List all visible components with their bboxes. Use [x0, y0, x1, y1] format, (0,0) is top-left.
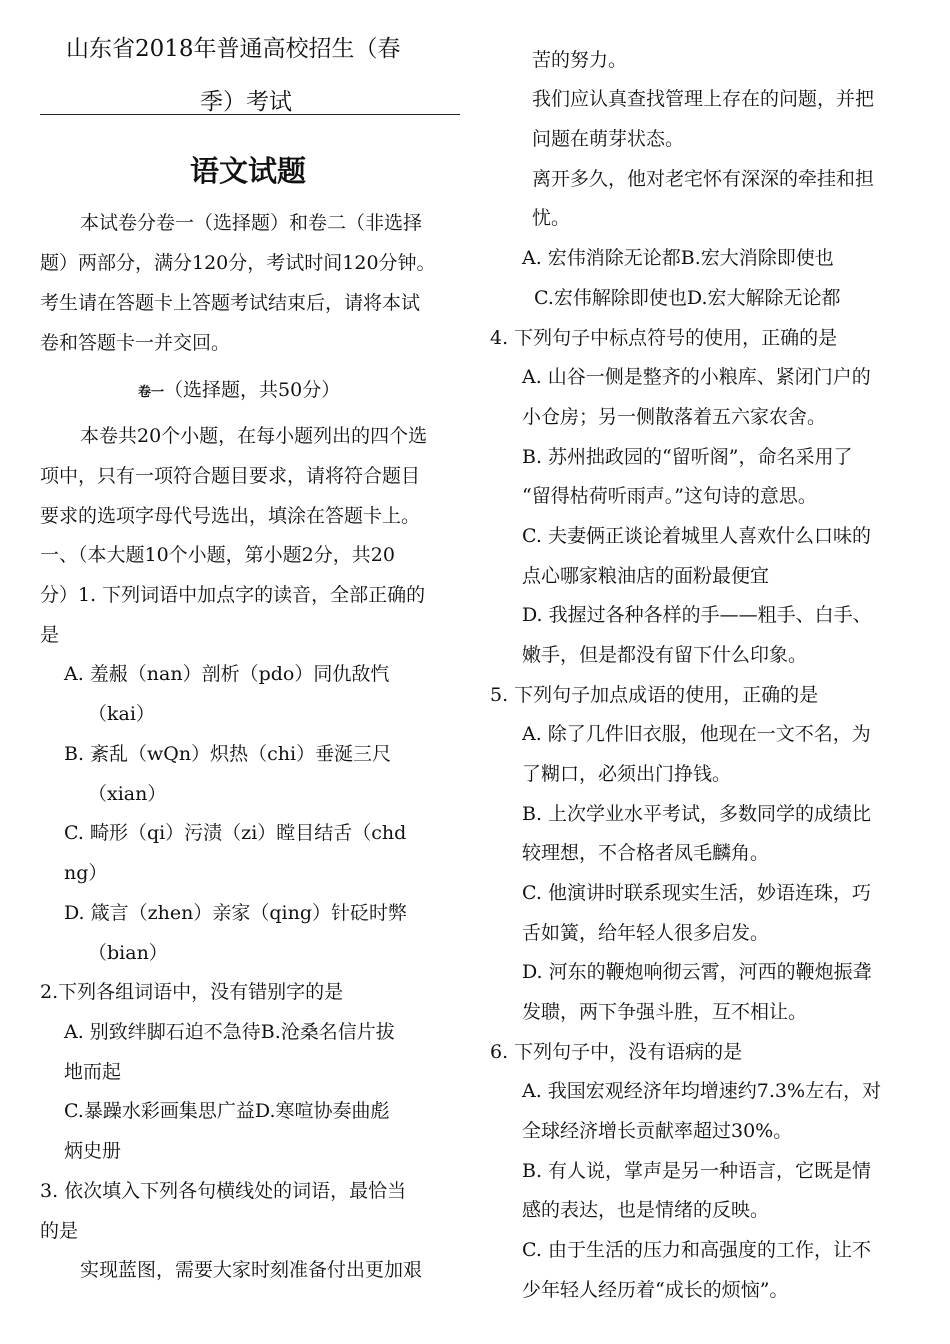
part-heading-line: 是	[40, 624, 60, 646]
q6-option-line: 少年轻人经历着“成长的烦恼”。	[522, 1279, 789, 1301]
q6-option-line: C. 由于生活的压力和高强度的工作，让不	[522, 1239, 871, 1261]
q3-line: 的是	[40, 1220, 79, 1242]
section-label: 卷一	[138, 385, 165, 400]
q4-option-line: C. 夫妻俩正谈论着城里人喜欢什么口味的	[522, 525, 871, 547]
header-divider	[40, 114, 460, 115]
q3-continued-line: 忧。	[532, 207, 571, 229]
q1-option-line: B. 紊乱（wQn）炽热（chi）垂涎三尺	[64, 743, 392, 765]
section-heading	[138, 377, 340, 406]
q5-option-line: C. 他演讲时联系现实生活，妙语连珠，巧	[522, 882, 871, 904]
q5-option-line: B. 上次学业水平考试，多数同学的成绩比	[522, 803, 872, 825]
exam-header-line2: 季）考试	[200, 89, 292, 115]
q3-line: 实现蓝图，需要大家时刻准备付出更加艰	[80, 1259, 423, 1281]
intro-line: 题）两部分，满分120分，考试时间120分钟。	[40, 252, 436, 274]
part-heading-line: 一、（本大题10个小题，第小题2分，共20	[40, 544, 395, 566]
q3-option-line: A. 宏伟消除无论都B.宏大消除即使也	[522, 247, 834, 269]
q1-option-line: D. 箴言（zhen）亲家（qing）针砭时弊	[64, 902, 408, 924]
part-heading-line: 分）1. 下列词语中加点字的读音，全部正确的	[40, 584, 426, 606]
q3-option-line: C.宏伟解除即使也D.宏大解除无论都	[534, 287, 841, 309]
q2-line: 2.下列各组词语中，没有错别字的是	[40, 981, 344, 1003]
q1-option-line: （kai）	[88, 703, 155, 725]
instruction-line: 要求的选项字母代号选出，填涂在答题卡上。	[40, 505, 421, 527]
q6-option-line: A. 我国宏观经济年均增速约7.3%左右，对	[522, 1080, 882, 1102]
q2-line: C.暴躁水彩画集思广益D.寒喧协奏曲彪	[64, 1100, 390, 1122]
q5-option-line: D. 河东的鞭炮响彻云霄，河西的鞭炮振聋	[522, 961, 872, 983]
q1-option-line: A. 羞赧（nan）剖析（pdo）同仇敌忾	[64, 663, 390, 685]
q5-option-line: A. 除了几件旧衣服，他现在一文不名，为	[522, 723, 871, 745]
q4-stem: 4. 下列句子中标点符号的使用，正确的是	[490, 327, 838, 349]
q5-option-line: 了糊口，必须出门挣钱。	[522, 763, 732, 785]
intro-line: 本试卷分卷一（选择题）和卷二（非选择	[80, 212, 423, 234]
q4-option-line: B. 苏州拙政园的“留听阁”，命名采用了	[522, 446, 853, 468]
q1-option-line: ng）	[64, 862, 108, 884]
instruction-line: 项中，只有一项符合题目要求，请将符合题目	[40, 465, 421, 487]
q1-option-line: C. 畸形（qi）污渍（zi）瞠目结舌（chd	[64, 822, 407, 844]
intro-line: 考生请在答题卡上答题考试结束后，请将本试	[40, 292, 421, 314]
q1-option-line: （xian）	[88, 783, 167, 805]
q6-option-line: 全球经济增长贡献率超过30%。	[522, 1120, 793, 1142]
q6-option-line: B. 有人说，掌声是另一种语言，它既是情	[522, 1160, 872, 1182]
q4-option-line: A. 山谷一侧是整齐的小粮库、紧闭门户的	[522, 366, 871, 388]
q2-line: A. 别致绊脚石迫不急待B.沧桑名信片拔	[64, 1021, 395, 1043]
q3-continued-line: 问题在萌芽状态。	[532, 128, 685, 150]
q4-option-line: D. 我握过各种各样的手——粗手、白手、	[522, 604, 872, 626]
q5-option-line: 发聩，两下争强斗胜，互不相让。	[522, 1001, 808, 1023]
q3-continued-line: 我们应认真查找管理上存在的问题，并把	[532, 88, 875, 110]
instruction-line: 本卷共20个小题，在每小题列出的四个选	[80, 425, 428, 447]
q5-option-line: 舌如簧，给年轻人很多启发。	[522, 922, 770, 944]
page-title: 语文试题	[190, 154, 307, 188]
q2-line: 地而起	[64, 1061, 122, 1083]
section-desc: （选择题，共50分）	[164, 379, 341, 401]
q4-option-line: 嫩手，但是都没有留下什么印象。	[522, 644, 808, 666]
q3-line: 3. 依次填入下列各句横线处的词语，最恰当	[40, 1180, 407, 1202]
q5-option-line: 较理想，不合格者凤毛麟角。	[522, 842, 770, 864]
q6-stem: 6. 下列句子中，没有语病的是	[490, 1041, 743, 1063]
intro-line: 卷和答题卡一并交回。	[40, 332, 231, 354]
q3-continued-line: 离开多久，他对老宅怀有深深的牵挂和担	[532, 168, 875, 190]
q1-option-line: （bian）	[88, 942, 168, 964]
q4-option-line: 小仓房；另一侧散落着五六家农舍。	[522, 406, 827, 428]
q4-option-line: “留得枯荷听雨声。”这句诗的意思。	[522, 485, 817, 507]
q4-option-line: 点心哪家粮油店的面粉最便宜	[522, 565, 770, 587]
q6-option-line: 感的表达，也是情绪的反映。	[522, 1199, 770, 1221]
q5-stem: 5. 下列句子加点成语的使用，正确的是	[490, 684, 819, 706]
q3-continued-line: 苦的努力。	[532, 49, 628, 71]
q2-line: 炳史册	[64, 1140, 122, 1162]
exam-header-line1: 山东省2018年普通高校招生（春	[66, 36, 401, 62]
